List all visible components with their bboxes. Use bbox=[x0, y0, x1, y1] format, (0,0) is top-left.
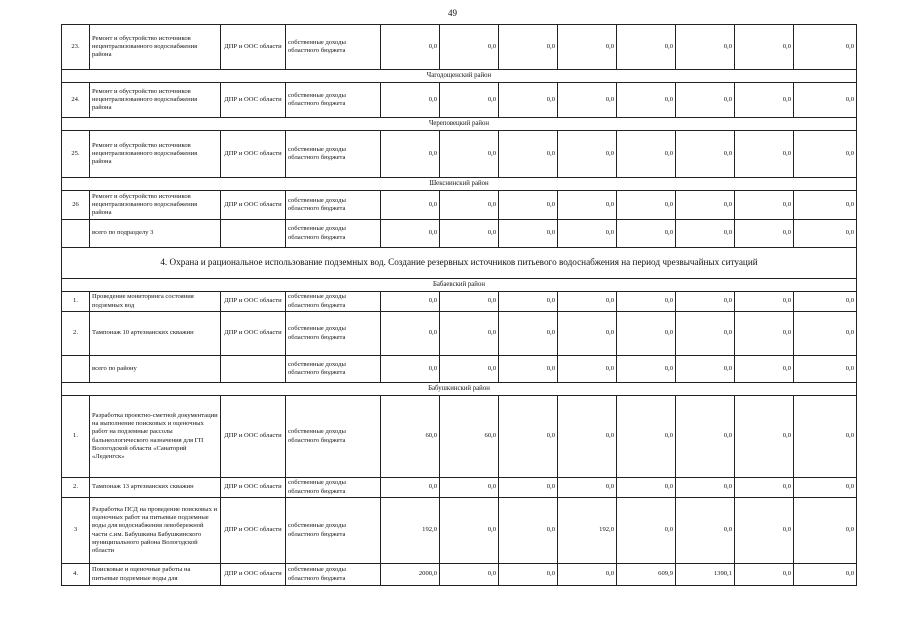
region-label: Чагодощенский район bbox=[62, 70, 857, 83]
amount-cell: 0,0 bbox=[735, 83, 794, 118]
amount-cell: 0,0 bbox=[794, 191, 857, 220]
amount-cell: 0,0 bbox=[558, 564, 617, 586]
amount-cell: 0,0 bbox=[676, 396, 735, 478]
table-row bbox=[62, 191, 857, 220]
amount-cell: 0,0 bbox=[794, 292, 857, 312]
funding-source: собственные доходы областного бюджета bbox=[286, 292, 381, 312]
amount-cell: 0,0 bbox=[381, 131, 440, 178]
amount-cell: 0,0 bbox=[676, 356, 735, 383]
amount-cell: 0,0 bbox=[676, 312, 735, 356]
responsible-executor: ДПР и ООС области bbox=[221, 191, 286, 220]
amount-cell: 0,0 bbox=[440, 478, 499, 498]
amount-cell: 0,0 bbox=[381, 25, 440, 70]
amount-cell: 0,0 bbox=[617, 312, 676, 356]
responsible-executor: ДПР и ООС области bbox=[221, 478, 286, 498]
program-table bbox=[61, 24, 857, 586]
amount-cell: 0,0 bbox=[794, 564, 857, 586]
amount-cell: 0,0 bbox=[617, 191, 676, 220]
amount-cell: 0,0 bbox=[676, 131, 735, 178]
table-row bbox=[62, 478, 857, 498]
amount-cell: 0,0 bbox=[617, 478, 676, 498]
row-number: 23. bbox=[62, 25, 90, 70]
amount-cell: 0,0 bbox=[558, 191, 617, 220]
amount-cell: 0,0 bbox=[676, 292, 735, 312]
page-number: 49 bbox=[448, 8, 457, 18]
amount-cell: 0,0 bbox=[558, 131, 617, 178]
amount-cell: 0,0 bbox=[735, 478, 794, 498]
amount-cell: 0,0 bbox=[499, 220, 558, 248]
responsible-executor bbox=[221, 220, 286, 248]
amount-cell: 0,0 bbox=[499, 83, 558, 118]
amount-cell: 0,0 bbox=[440, 564, 499, 586]
amount-cell: 0,0 bbox=[440, 220, 499, 248]
amount-cell: 0,0 bbox=[676, 83, 735, 118]
measure-name: Ремонт и обустройство источников нецентрализованного водоснабжения района bbox=[90, 191, 221, 220]
funding-source: собственные доходы областного бюджета bbox=[286, 131, 381, 178]
amount-cell: 0,0 bbox=[794, 220, 857, 248]
amount-cell: 0,0 bbox=[499, 356, 558, 383]
amount-cell: 0,0 bbox=[440, 292, 499, 312]
amount-cell: 0,0 bbox=[558, 396, 617, 478]
measure-name: Разработка проектно-сметной документации на выполнение поисковых и оценочных работ на подземные рассолы бальнеологического назначения для ГП Вологодской области «Санаторий «Леденгск» bbox=[90, 396, 221, 478]
section-title: 4. Охрана и рациональное использование подземных вод. Создание резервных источников питьевого водоснабжения на период чрезвычайных ситуаций bbox=[62, 248, 857, 279]
amount-cell: 0,0 bbox=[794, 396, 857, 478]
table-row bbox=[62, 312, 857, 356]
amount-cell: 0,0 bbox=[735, 564, 794, 586]
region-row bbox=[62, 279, 857, 292]
amount-cell: 0,0 bbox=[499, 25, 558, 70]
funding-source: собственные доходы областного бюджета bbox=[286, 564, 381, 586]
responsible-executor: ДПР и ООС области bbox=[221, 312, 286, 356]
amount-cell: 0,0 bbox=[617, 396, 676, 478]
amount-cell: 0,0 bbox=[735, 356, 794, 383]
amount-cell: 0,0 bbox=[381, 83, 440, 118]
funding-source: собственные доходы областного бюджета bbox=[286, 220, 381, 248]
amount-cell: 0,0 bbox=[499, 312, 558, 356]
amount-cell: 0,0 bbox=[735, 292, 794, 312]
amount-cell: 0,0 bbox=[381, 478, 440, 498]
amount-cell: 0,0 bbox=[794, 478, 857, 498]
amount-cell: 0,0 bbox=[381, 312, 440, 356]
funding-source: собственные доходы областного бюджета bbox=[286, 396, 381, 478]
row-number bbox=[62, 356, 90, 383]
amount-cell: 0,0 bbox=[735, 396, 794, 478]
amount-cell: 0,0 bbox=[499, 478, 558, 498]
amount-cell: 60,0 bbox=[381, 396, 440, 478]
measure-name: Разработка ПСД на проведение поисковых и оценочных работ на питьевые подземные воды для водоснабжения левобережной части с.им. Бабушкина Бабушкинского муниципального района Вологодской области bbox=[90, 498, 221, 564]
amount-cell: 0,0 bbox=[794, 25, 857, 70]
amount-cell: 0,0 bbox=[794, 131, 857, 178]
amount-cell: 0,0 bbox=[617, 131, 676, 178]
table-row bbox=[62, 220, 857, 248]
amount-cell: 0,0 bbox=[440, 25, 499, 70]
section-row bbox=[62, 248, 857, 279]
amount-cell: 0,0 bbox=[440, 312, 499, 356]
funding-source: собственные доходы областного бюджета bbox=[286, 498, 381, 564]
amount-cell: 0,0 bbox=[558, 83, 617, 118]
amount-cell: 0,0 bbox=[558, 478, 617, 498]
amount-cell: 0,0 bbox=[794, 83, 857, 118]
funding-source: собственные доходы областного бюджета bbox=[286, 191, 381, 220]
row-number: 24. bbox=[62, 83, 90, 118]
amount-cell: 0,0 bbox=[794, 312, 857, 356]
amount-cell: 0,0 bbox=[617, 498, 676, 564]
row-number: 3 bbox=[62, 498, 90, 564]
amount-cell: 0,0 bbox=[676, 25, 735, 70]
region-row bbox=[62, 70, 857, 83]
row-number: 26 bbox=[62, 191, 90, 220]
row-number: 1. bbox=[62, 396, 90, 478]
amount-cell: 0,0 bbox=[499, 292, 558, 312]
amount-cell: 0,0 bbox=[735, 312, 794, 356]
funding-source: собственные доходы областного бюджета bbox=[286, 83, 381, 118]
table-body bbox=[62, 25, 857, 586]
amount-cell: 0,0 bbox=[617, 356, 676, 383]
row-number bbox=[62, 220, 90, 248]
amount-cell: 0,0 bbox=[617, 292, 676, 312]
amount-cell: 0,0 bbox=[499, 396, 558, 478]
amount-cell: 0,0 bbox=[440, 83, 499, 118]
region-label: Череповецкий район bbox=[62, 118, 857, 131]
amount-cell: 0,0 bbox=[381, 191, 440, 220]
table-row bbox=[62, 83, 857, 118]
table-row bbox=[62, 292, 857, 312]
amount-cell: 0,0 bbox=[676, 191, 735, 220]
amount-cell: 0,0 bbox=[558, 25, 617, 70]
responsible-executor: ДПР и ООС области bbox=[221, 131, 286, 178]
amount-cell: 0,0 bbox=[440, 498, 499, 564]
measure-name: Поисковые и оценочные работы на питьевые подземные воды для bbox=[90, 564, 221, 586]
table-row bbox=[62, 131, 857, 178]
responsible-executor bbox=[221, 356, 286, 383]
amount-cell: 0,0 bbox=[794, 498, 857, 564]
table-row bbox=[62, 396, 857, 478]
amount-cell: 0,0 bbox=[617, 25, 676, 70]
amount-cell: 0,0 bbox=[499, 191, 558, 220]
funding-source: собственные доходы областного бюджета bbox=[286, 25, 381, 70]
responsible-executor: ДПР и ООС области bbox=[221, 292, 286, 312]
amount-cell: 0,0 bbox=[676, 220, 735, 248]
region-label: Бабаевский район bbox=[62, 279, 857, 292]
amount-cell: 0,0 bbox=[676, 498, 735, 564]
row-number: 25. bbox=[62, 131, 90, 178]
responsible-executor: ДПР и ООС области bbox=[221, 25, 286, 70]
amount-cell: 0,0 bbox=[794, 356, 857, 383]
amount-cell: 0,0 bbox=[735, 131, 794, 178]
measure-name: Тампонаж 13 артезианских скважин bbox=[90, 478, 221, 498]
responsible-executor: ДПР и ООС области bbox=[221, 498, 286, 564]
measure-name: всего по району bbox=[90, 356, 221, 383]
measure-name: Ремонт и обустройство источников нецентрализованного водоснабжения района bbox=[90, 83, 221, 118]
amount-cell: 0,0 bbox=[617, 220, 676, 248]
measure-name: всего по подразделу 3 bbox=[90, 220, 221, 248]
amount-cell: 0,0 bbox=[381, 220, 440, 248]
amount-cell: 0,0 bbox=[440, 191, 499, 220]
responsible-executor: ДПР и ООС области bbox=[221, 564, 286, 586]
amount-cell: 192,0 bbox=[558, 498, 617, 564]
amount-cell: 0,0 bbox=[558, 312, 617, 356]
amount-cell: 0,0 bbox=[617, 83, 676, 118]
row-number: 2. bbox=[62, 312, 90, 356]
amount-cell: 0,0 bbox=[735, 498, 794, 564]
funding-source: собственные доходы областного бюджета bbox=[286, 478, 381, 498]
amount-cell: 0,0 bbox=[735, 25, 794, 70]
table-row bbox=[62, 356, 857, 383]
funding-source: собственные доходы областного бюджета bbox=[286, 312, 381, 356]
amount-cell: 0,0 bbox=[499, 498, 558, 564]
measure-name: Проведение мониторинга состояния подземных вод bbox=[90, 292, 221, 312]
amount-cell: 1390,1 bbox=[676, 564, 735, 586]
region-row bbox=[62, 178, 857, 191]
amount-cell: 192,0 bbox=[381, 498, 440, 564]
amount-cell: 2000,0 bbox=[381, 564, 440, 586]
region-label: Шекснинский район bbox=[62, 178, 857, 191]
funding-source: собственные доходы областного бюджета bbox=[286, 356, 381, 383]
amount-cell: 609,9 bbox=[617, 564, 676, 586]
amount-cell: 60,0 bbox=[440, 396, 499, 478]
measure-name: Тампонаж 10 артезианских скважин bbox=[90, 312, 221, 356]
region-row bbox=[62, 118, 857, 131]
row-number: 2. bbox=[62, 478, 90, 498]
amount-cell: 0,0 bbox=[558, 292, 617, 312]
amount-cell: 0,0 bbox=[499, 131, 558, 178]
amount-cell: 0,0 bbox=[558, 356, 617, 383]
amount-cell: 0,0 bbox=[381, 292, 440, 312]
region-label: Бабушкинский район bbox=[62, 383, 857, 396]
amount-cell: 0,0 bbox=[499, 564, 558, 586]
amount-cell: 0,0 bbox=[735, 191, 794, 220]
measure-name: Ремонт и обустройство источников нецентрализованного водоснабжения района bbox=[90, 25, 221, 70]
amount-cell: 0,0 bbox=[381, 356, 440, 383]
table-row bbox=[62, 25, 857, 70]
row-number: 1. bbox=[62, 292, 90, 312]
amount-cell: 0,0 bbox=[440, 356, 499, 383]
amount-cell: 0,0 bbox=[440, 131, 499, 178]
responsible-executor: ДПР и ООС области bbox=[221, 396, 286, 478]
table-row bbox=[62, 498, 857, 564]
table-row bbox=[62, 564, 857, 586]
amount-cell: 0,0 bbox=[735, 220, 794, 248]
region-row bbox=[62, 383, 857, 396]
amount-cell: 0,0 bbox=[676, 478, 735, 498]
row-number: 4. bbox=[62, 564, 90, 586]
amount-cell: 0,0 bbox=[558, 220, 617, 248]
measure-name: Ремонт и обустройство источников нецентрализованного водоснабжения района bbox=[90, 131, 221, 178]
responsible-executor: ДПР и ООС области bbox=[221, 83, 286, 118]
